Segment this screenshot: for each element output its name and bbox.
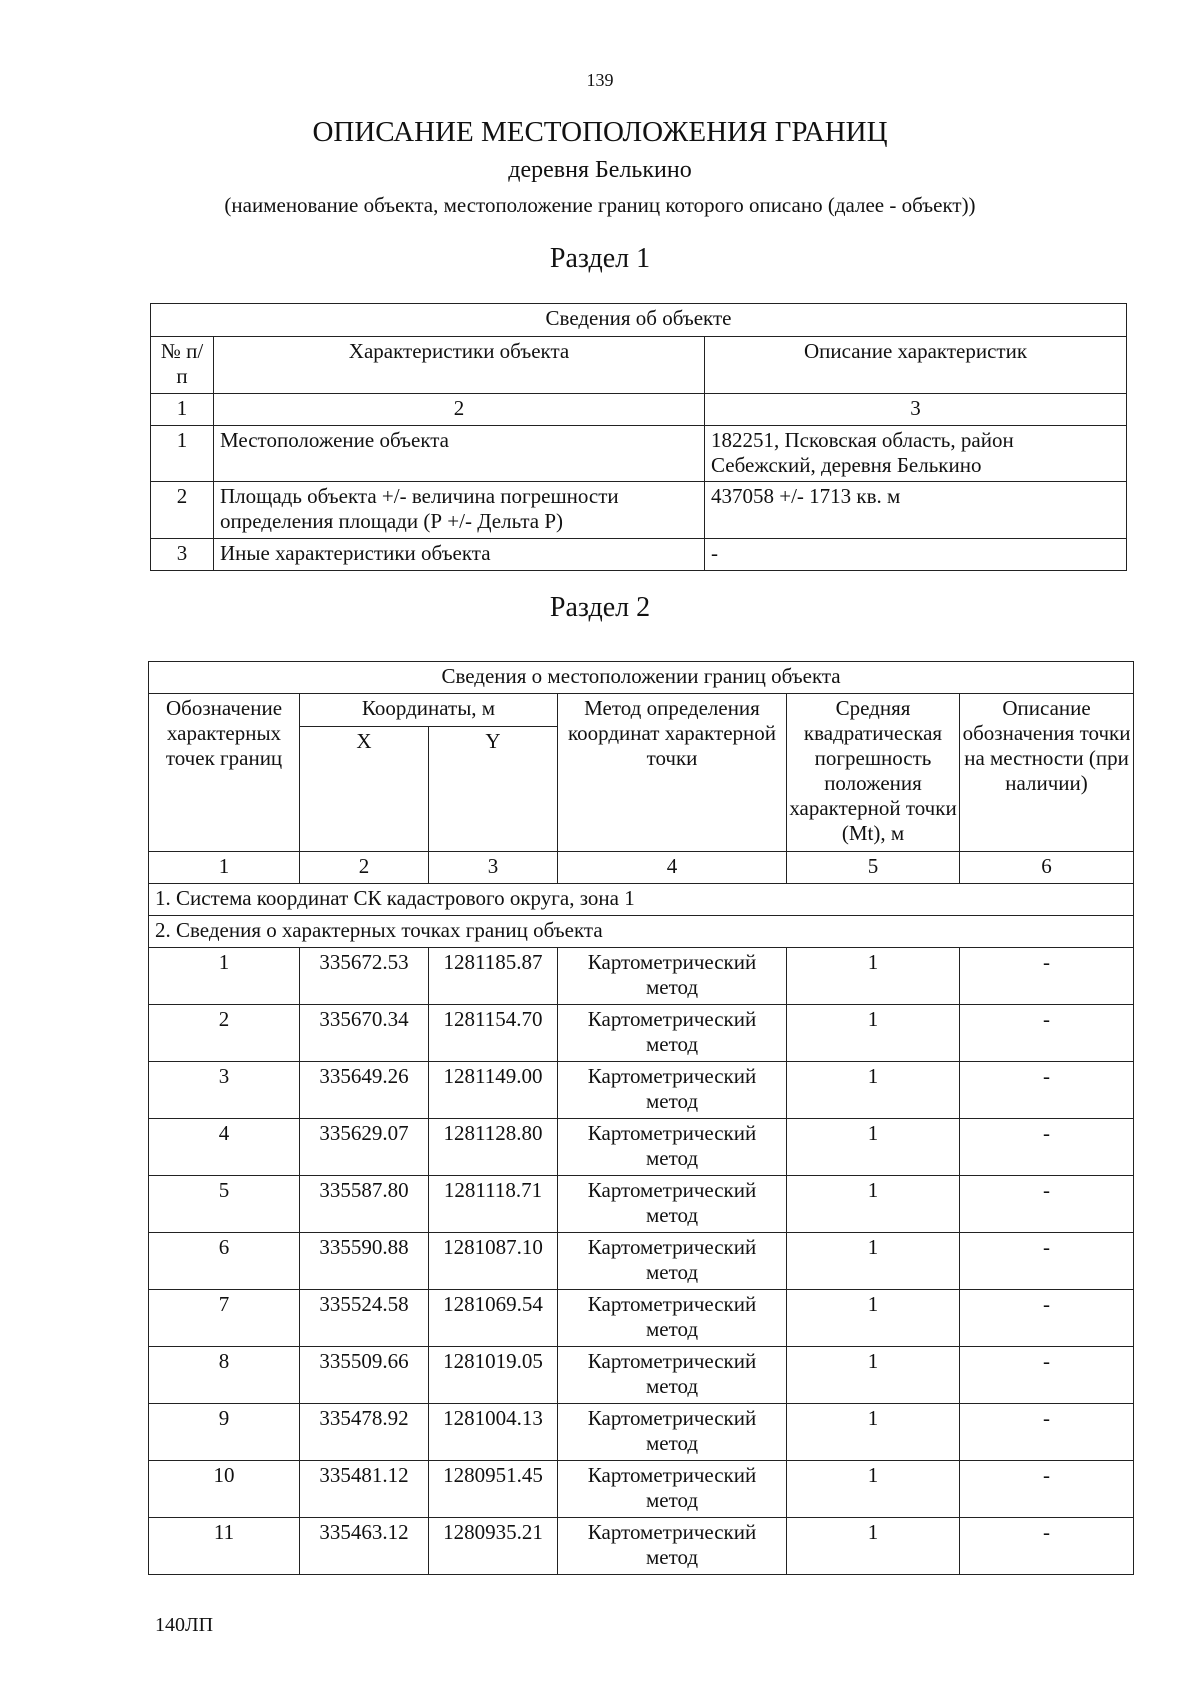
points-body [149, 948, 1134, 1575]
row-method: Картометрический метод [558, 1518, 787, 1575]
table-row [151, 539, 1127, 571]
row-description: - [960, 1290, 1134, 1347]
row-error: 1 [787, 1404, 960, 1461]
row-y: 1281069.54 [429, 1290, 558, 1347]
row-x: 335590.88 [300, 1233, 429, 1290]
table-row [149, 1233, 1134, 1290]
row-error: 1 [787, 1518, 960, 1575]
row-characteristic: Площадь объекта +/- величина погрешности определения площади (Р +/- Дельта Р) [214, 482, 705, 539]
row-num: 2 [151, 482, 214, 539]
row-y: 1281149.00 [429, 1062, 558, 1119]
row-y: 1280951.45 [429, 1461, 558, 1518]
row-point: 9 [149, 1404, 300, 1461]
row-description: - [960, 948, 1134, 1005]
row-x: 335478.92 [300, 1404, 429, 1461]
table-row [149, 1461, 1134, 1518]
row-description: - [960, 1176, 1134, 1233]
section1-title: Раздел 1 [549, 243, 651, 274]
col-number: 2 [300, 852, 429, 884]
row-description: - [960, 1005, 1134, 1062]
row-error: 1 [787, 948, 960, 1005]
row-description: - [960, 1404, 1134, 1461]
col-number: 1 [151, 394, 214, 426]
table-row [149, 1518, 1134, 1575]
row-method: Картометрический метод [558, 1176, 787, 1233]
row-x: 335463.12 [300, 1518, 429, 1575]
table-row [149, 1347, 1134, 1404]
header-point: Обозначение характерных точек границ [149, 694, 300, 852]
row-point: 11 [149, 1518, 300, 1575]
row-y: 1280935.21 [429, 1518, 558, 1575]
table-row [149, 1005, 1134, 1062]
header-characteristic: Характеристики объекта [214, 337, 705, 394]
row-description: - [960, 1119, 1134, 1176]
header-error: Средняя квадратическая погрешность положения характерной точки (Mt), м [787, 694, 960, 852]
row-point: 10 [149, 1461, 300, 1518]
row-description: - [960, 1347, 1134, 1404]
col-number: 4 [558, 852, 787, 884]
header-description: Описание обозначения точки на местности (при наличии) [960, 694, 1134, 852]
row-point: 2 [149, 1005, 300, 1062]
header-y: Y [429, 727, 558, 852]
col-number: 3 [429, 852, 558, 884]
row-num: 3 [151, 539, 214, 571]
row-error: 1 [787, 1062, 960, 1119]
object-name: деревня Белькино [508, 157, 692, 183]
row-x: 335587.80 [300, 1176, 429, 1233]
row-description: - [960, 1461, 1134, 1518]
row-point: 6 [149, 1233, 300, 1290]
row-method: Картометрический метод [558, 1404, 787, 1461]
points-caption: 2. Сведения о характерных точках границ объекта [149, 916, 1134, 948]
coord-system: 1. Система координат СК кадастрового округа, зона 1 [149, 884, 1134, 916]
row-method: Картометрический метод [558, 1290, 787, 1347]
row-point: 4 [149, 1119, 300, 1176]
row-method: Картометрический метод [558, 1119, 787, 1176]
row-point: 8 [149, 1347, 300, 1404]
table-row [149, 948, 1134, 1005]
col-number: 5 [787, 852, 960, 884]
row-description: 182251, Псковская область, район Себежский, деревня Белькино [705, 426, 1127, 482]
table-row [149, 1290, 1134, 1347]
row-x: 335524.58 [300, 1290, 429, 1347]
row-x: 335672.53 [300, 948, 429, 1005]
row-y: 1281118.71 [429, 1176, 558, 1233]
row-description: - [705, 539, 1127, 571]
object-info-table [150, 303, 1127, 571]
col-number: 2 [214, 394, 705, 426]
row-point: 7 [149, 1290, 300, 1347]
row-point: 1 [149, 948, 300, 1005]
row-method: Картометрический метод [558, 1461, 787, 1518]
table-row [149, 1404, 1134, 1461]
col-number: 3 [705, 394, 1127, 426]
row-error: 1 [787, 1176, 960, 1233]
header-description: Описание характеристик [705, 337, 1127, 394]
row-x: 335629.07 [300, 1119, 429, 1176]
header-num: № п/п [151, 337, 214, 394]
boundary-points-table [148, 661, 1134, 1575]
row-method: Картометрический метод [558, 1347, 787, 1404]
row-x: 335481.12 [300, 1461, 429, 1518]
row-y: 1281004.13 [429, 1404, 558, 1461]
row-num: 1 [151, 426, 214, 482]
row-error: 1 [787, 1347, 960, 1404]
table-row [149, 1119, 1134, 1176]
row-error: 1 [787, 1119, 960, 1176]
header-method: Метод определения координат характерной точки [558, 694, 787, 852]
object-info-table-title: Сведения об объекте [151, 304, 1127, 337]
object-caption: (наименование объекта, местоположение границ которого описано (далее - объект)) [224, 193, 976, 217]
table-row [149, 1062, 1134, 1119]
table-row [151, 426, 1127, 482]
row-y: 1281185.87 [429, 948, 558, 1005]
row-point: 3 [149, 1062, 300, 1119]
row-method: Картометрический метод [558, 1062, 787, 1119]
row-x: 335509.66 [300, 1347, 429, 1404]
row-x: 335649.26 [300, 1062, 429, 1119]
row-method: Картометрический метод [558, 948, 787, 1005]
row-error: 1 [787, 1005, 960, 1062]
header-coords: Координаты, м [300, 694, 558, 727]
row-method: Картометрический метод [558, 1005, 787, 1062]
row-y: 1281087.10 [429, 1233, 558, 1290]
row-x: 335670.34 [300, 1005, 429, 1062]
row-characteristic: Иные характеристики объекта [214, 539, 705, 571]
boundary-table-title: Сведения о местоположении границ объекта [149, 662, 1134, 694]
row-description: 437058 +/- 1713 кв. м [705, 482, 1127, 539]
row-description: - [960, 1062, 1134, 1119]
row-error: 1 [787, 1233, 960, 1290]
col-number: 1 [149, 852, 300, 884]
row-y: 1281128.80 [429, 1119, 558, 1176]
table-row [151, 482, 1127, 539]
row-method: Картометрический метод [558, 1233, 787, 1290]
row-description: - [960, 1233, 1134, 1290]
row-error: 1 [787, 1290, 960, 1347]
row-point: 5 [149, 1176, 300, 1233]
col-number: 6 [960, 852, 1134, 884]
row-y: 1281019.05 [429, 1347, 558, 1404]
row-y: 1281154.70 [429, 1005, 558, 1062]
section2-title: Раздел 2 [549, 592, 651, 623]
footer-code: 140ЛП [155, 1614, 214, 1636]
page-number: 139 [586, 70, 614, 90]
table-row [149, 1176, 1134, 1233]
row-description: - [960, 1518, 1134, 1575]
header-x: X [300, 727, 429, 852]
row-error: 1 [787, 1461, 960, 1518]
document-title: ОПИСАНИЕ МЕСТОПОЛОЖЕНИЯ ГРАНИЦ [312, 116, 888, 148]
row-characteristic: Местоположение объекта [214, 426, 705, 482]
